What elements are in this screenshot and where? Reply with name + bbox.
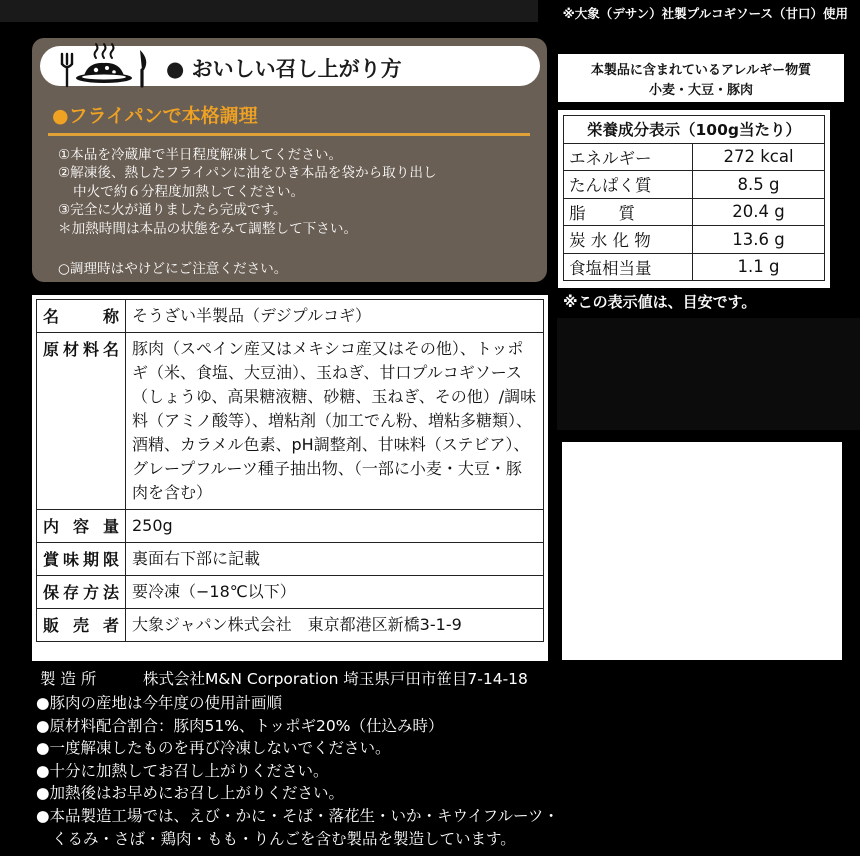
- bottom-notes: [36, 692, 559, 850]
- note-item: ●原材料配合割合：豚肉51%、トッポギ20%（仕込み時）: [36, 716, 444, 735]
- dish-with-utensils-icon: [52, 42, 162, 90]
- nutrition-row: [564, 143, 825, 171]
- row-label: 名称: [37, 300, 126, 333]
- cooking-title: ● おいしい召し上がり方: [166, 57, 402, 81]
- nutrition-row: [564, 198, 825, 226]
- table-row: [37, 300, 544, 333]
- note-item: ●豚肉の産地は今年度の使用計画順: [36, 694, 283, 712]
- allergen-list: 小麦・大豆・豚肉: [648, 83, 753, 98]
- date-print-area: [562, 442, 842, 660]
- nutrition-label: 炭 水 化 物: [564, 226, 693, 254]
- row-value: 要冷凍（−18℃以下）: [126, 576, 544, 609]
- manufacturer-label: 製 造 所: [40, 670, 97, 688]
- nutrition-row: [564, 226, 825, 254]
- row-label: 保存方法: [37, 576, 126, 609]
- table-row: [37, 510, 544, 543]
- note-item: ●一度解凍したものを再び冷凍しないでください。: [36, 739, 391, 758]
- cooking-step: ③完全に火が通りましたら完成です。: [58, 202, 287, 219]
- note-item: ●十分に加熱してお召し上がりください。: [36, 761, 329, 780]
- nutrition-value: 20.4 g: [693, 198, 825, 226]
- nutrition-value: 272 kcal: [693, 143, 825, 171]
- note-item: ●本品製造工場では、えび・かに・そば・落花生・いか・キウイフルーツ・: [36, 806, 559, 825]
- nutrition-row: [564, 253, 825, 281]
- top-strip: [0, 0, 538, 22]
- table-row: [37, 576, 544, 609]
- subtitle-underline: [48, 133, 530, 136]
- nutrition-box: [558, 110, 830, 288]
- nutrition-table: [563, 115, 825, 281]
- row-label: 原材料名: [37, 333, 126, 510]
- product-info-table: [36, 299, 544, 642]
- row-label: 賞味期限: [37, 543, 126, 576]
- row-value: 大象ジャパン株式会社 東京都港区新橋3-1-9: [126, 609, 544, 642]
- nutrition-label: 食塩相当量: [564, 253, 693, 281]
- cooking-step: ＊加熱時間は本品の状態をみて調整して下さい。: [58, 220, 358, 237]
- row-label: 内容量: [37, 510, 126, 543]
- nutrition-header-row: [564, 116, 825, 144]
- table-row: [37, 333, 544, 510]
- manufacturer-line: [40, 667, 528, 689]
- nutrition-label: たんぱく質: [564, 171, 693, 199]
- nutrition-row: [564, 171, 825, 199]
- cooking-step: ②解凍後、熱したフライパンに油をひき本品を袋から取り出し: [58, 165, 437, 182]
- manufacturer-value: 株式会社M&N Corporation 埼玉県戸田市笹目7-14-18: [142, 670, 528, 688]
- row-value: 250g: [126, 510, 544, 543]
- nutrition-header: 栄養成分表示（100g当たり）: [564, 116, 825, 144]
- nutrition-label: 脂 質: [564, 198, 693, 226]
- note-item: くるみ・さば・鶏肉・もも・りんごを含む製品を製造しています。: [52, 829, 516, 848]
- product-info-box: [32, 295, 548, 661]
- row-value: 裏面右下部に記載: [126, 543, 544, 576]
- row-label: 販売者: [37, 609, 126, 642]
- nutrition-value: 8.5 g: [693, 171, 825, 199]
- sauce-note: ※大象（デサン）社製プルコギソース（甘口）使用: [562, 6, 848, 21]
- nutrition-note: ※この表示値は、目安です。: [563, 293, 757, 311]
- cooking-header-pill: [40, 46, 540, 86]
- row-value: そうざい半製品（デジプルコギ）: [126, 300, 544, 333]
- table-row: [37, 543, 544, 576]
- burn-caution: ○調理時はやけどにご注意ください。: [58, 261, 288, 277]
- nutrition-value: 1.1 g: [693, 253, 825, 281]
- cooking-instructions-panel: [32, 38, 547, 282]
- allergen-box: [558, 54, 844, 102]
- cooking-steps: [58, 146, 542, 238]
- dark-panel: [557, 318, 860, 430]
- frying-pan-subtitle: ●フライパンで本格調理: [52, 105, 258, 127]
- cooking-step: ①本品を冷蔵庫で半日程度解凍してください。: [58, 147, 343, 163]
- cooking-step: 中火で約６分程度加熱してください。: [73, 183, 305, 200]
- table-row: [37, 609, 544, 642]
- row-value: 豚肉（スペイン産又はメキシコ産又はその他）、トッポギ（米、食塩、大豆油）、玉ねぎ、甘口プルコギソース（しょうゆ、高果糖液糖、砂糖、玉ねぎ、その他）/調味料（アミノ酸等）、増粘剤（加工でん粉、増粘多糖類）、酒精、カラメル色素、pH調整剤、甘味料（ステビア）、グレープフルーツ種子抽出物、（一部に小麦・大豆・豚肉を含む）: [126, 333, 544, 510]
- note-item: ●加熱後はお早めにお召し上がりください。: [36, 784, 345, 803]
- nutrition-label: エネルギー: [564, 143, 693, 171]
- allergen-title: 本製品に含まれているアレルギー物質: [590, 63, 812, 78]
- nutrition-value: 13.6 g: [693, 226, 825, 254]
